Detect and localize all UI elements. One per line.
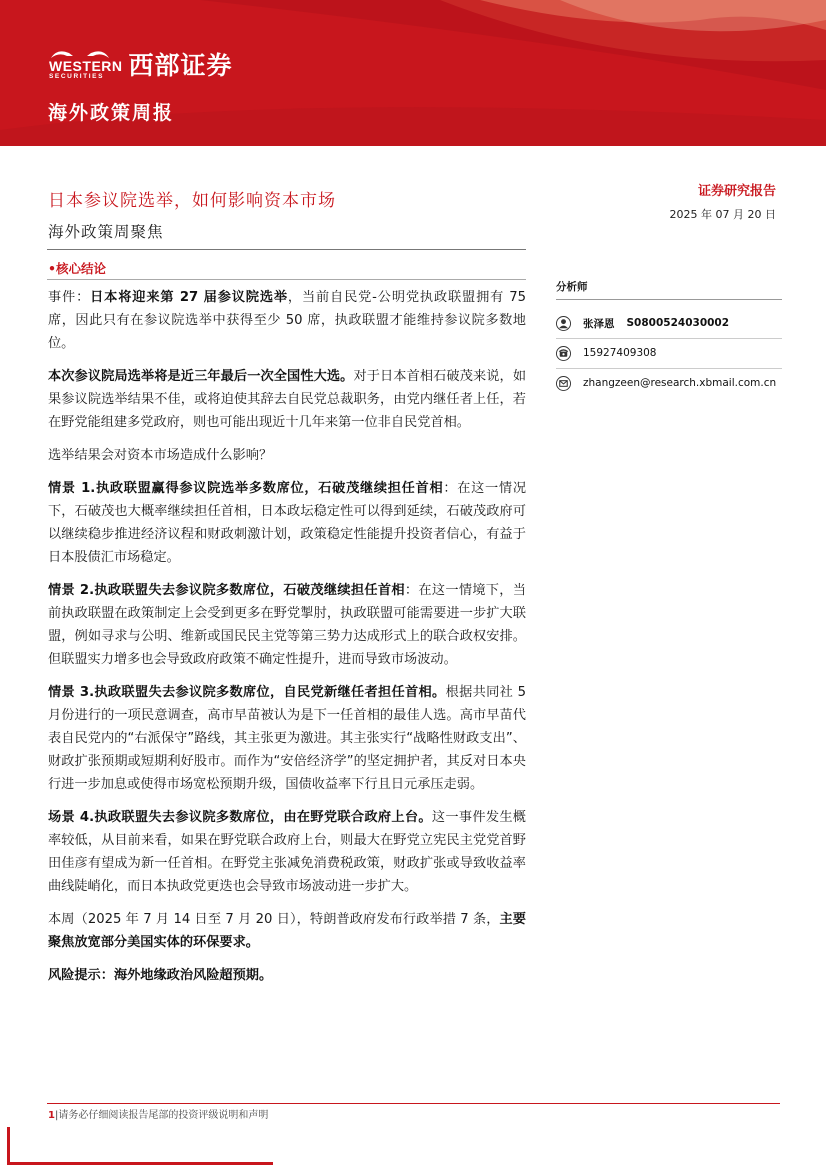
- logo-cn: 西部证券: [128, 51, 233, 80]
- scenario-2-heading: 情景 2.执政联盟失去参议院多数席位，石破茂继续担任首相: [48, 583, 405, 598]
- event-prefix: 事件：: [48, 290, 91, 305]
- risk-warning: 风险提示：海外地缘政治风险超预期。: [48, 968, 273, 983]
- scenario-3-text: 根据共同社 5 月份进行的一项民意调查，高市早苗被认为是下一任首相的最佳人选。高市早苗代表自民党内的“右派保守”路线，其主张更为激进。其主张实行“战略性财政支出”、财政扩张预期或短期利好股市。而作为“安倍经济学”的坚定拥护者，其反对日本央行进一步加息或使得市场宽松预期升级，国债收益率下行且日元承压走弱。: [48, 685, 526, 792]
- banner-title: 海外政策周报: [48, 102, 175, 124]
- paragraph-scenario-3: [48, 681, 526, 796]
- corner-decoration-vertical: [7, 1127, 10, 1165]
- logo-en-line2: SECURITIES: [49, 73, 105, 81]
- paragraph-question: 选举结果会对资本市场造成什么影响？: [48, 448, 273, 463]
- footer-text: |请务必仔细阅读报告尾部的投资评级说明和声明: [54, 1110, 269, 1121]
- page-number: 1: [48, 1110, 55, 1121]
- election-text: 对于日本首相石破茂来说，如果参议院选举结果不佳，或将迫使其辞去自民党总裁职务，由党内继任者上任，若在野党能组建多党政府，则也可能出现近十几年来第一位非自民党首相。: [48, 369, 527, 430]
- report-date: 2025 年 07 月 20 日: [669, 208, 776, 221]
- analyst-cert-number: S0800524030002: [626, 317, 730, 329]
- scenario-1-text: ：在这一情况下，石破茂也大概率继续担任首相，日本政坛稳定性可以得到延续，石破茂政府可以继续稳步推进经济议程和财政刺激计划，政策稳定性能提升投资者信心，有益于日本股债汇市场稳定。: [48, 481, 527, 565]
- event-highlight: 日本将迎来第 27 届参议院选举: [90, 290, 288, 305]
- analyst-phone[interactable]: 15927409308: [583, 347, 657, 359]
- paragraph-scenario-1: [48, 477, 526, 569]
- scenario-3-heading: 情景 3.执政联盟失去参议院多数席位，自民党新继任者担任首相。: [48, 685, 446, 700]
- footer-divider: [47, 1103, 780, 1104]
- section-divider: [47, 279, 526, 280]
- section-label: •核心结论: [48, 261, 106, 276]
- paragraph-election-context: [48, 365, 526, 434]
- analyst-name: 张泽恩: [583, 317, 615, 330]
- election-highlight: 本次参议院局选举将是近三年最后一次全国性大选。: [48, 369, 354, 384]
- scenario-4-text: 这一事件发生概率较低，从目前来看，如果在野党联合政府上台，则最大在野党立宪民主党党首野田佳彦有望成为新一任首相。在野党主张减免消费税政策，财政扩张或导致收益率曲线陡峭化，而日本执政党更迭也会导致市场波动进一步扩大。: [48, 810, 526, 894]
- weekly-summary-highlight: 主要聚焦放宽部分美国实体的环保要求。: [48, 912, 526, 950]
- report-title: 日本参议院选举，如何影响资本市场: [48, 191, 336, 211]
- report-subtitle: 海外政策周聚焦: [48, 223, 164, 241]
- report-type-label: 证券研究报告: [697, 184, 776, 199]
- analyst-phone-row: [556, 342, 782, 369]
- paragraph-event: [48, 286, 526, 355]
- analyst-name-row: [556, 312, 782, 339]
- paragraph-scenario-4: [48, 806, 526, 898]
- company-logo: [49, 46, 233, 82]
- event-text: ，当前自民党-公明党执政联盟拥有 75 席，因此只有在参议院选举中获得至少 50 席，执政联盟才能维持参议院多数地位。: [48, 290, 526, 351]
- scenario-4-heading: 场景 4.执政联盟失去参议院多数席位，由在野党联合政府上台。: [48, 810, 432, 825]
- logo-en-line1: WESTERN: [49, 58, 123, 75]
- paragraph-scenario-2: [48, 579, 526, 671]
- paragraph-weekly-summary: [48, 908, 526, 954]
- corner-decoration-horizontal: [7, 1162, 273, 1165]
- analyst-email-row: [556, 372, 782, 394]
- person-icon: [556, 316, 571, 331]
- paragraph-risk: [48, 964, 526, 987]
- footer-disclaimer: [48, 1106, 268, 1121]
- scenario-2-text: ：在这一情境下，当前执政联盟在政策制定上会受到更多在野党掣肘，执政联盟可能需要进一步扩大联盟，例如寻求与公明、维新或国民民主党等第三势力达成形式上的联合政权安排。但联盟实力增多也会导致政府政策不确定性提升，进而导致市场波动。: [48, 583, 526, 667]
- email-icon: [556, 376, 571, 391]
- analyst-panel: [556, 279, 782, 397]
- weekly-summary-text: 本周（2025 年 7 月 14 日至 7 月 20 日），特朗普政府发布行政举措 7 条，: [48, 912, 500, 927]
- scenario-1-heading: 情景 1.执政联盟赢得参议院选举多数席位，石破茂继续担任首相: [48, 481, 444, 496]
- phone-icon: [556, 346, 571, 361]
- analyst-email[interactable]: zhangzeen@research.xbmail.com.cn: [583, 377, 777, 389]
- analyst-header: 分析师: [556, 279, 782, 300]
- header-banner: [0, 0, 826, 146]
- title-divider: [47, 249, 526, 250]
- main-content: [48, 286, 526, 997]
